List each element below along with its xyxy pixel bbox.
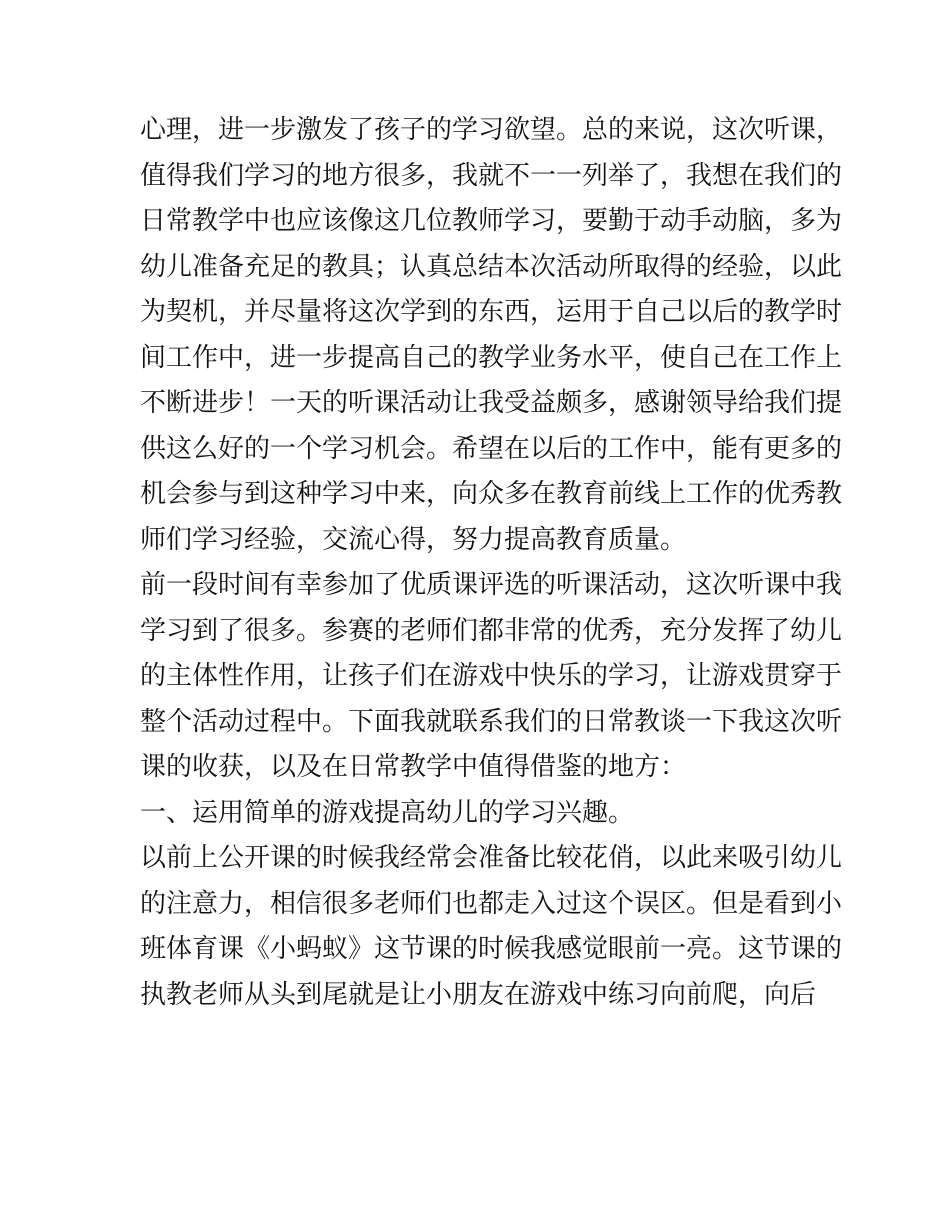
text-line: 幼儿准备充足的教具；认真总结本次活动所取得的经验，以此	[140, 251, 843, 282]
text-line: 心理，进一步激发了孩子的学习欲望。总的来说，这次听课，	[140, 115, 843, 145]
text-line: 执教老师从头到尾就是让小朋友在游戏中练习向前爬，向后	[140, 979, 817, 1010]
text-line: 课的收获，以及在日常教学中值得借鉴的地方：	[140, 752, 687, 782]
text-line: 师们学习经验，交流心得，努力提高教育质量。	[140, 524, 687, 555]
text-line: 为契机，并尽量将这次学到的东西，运用于自己以后的教学时	[140, 297, 843, 327]
text-line: 间工作中，进一步提高自己的教学业务水平，使自己在工作上	[140, 342, 843, 373]
text-line: 供这么好的一个学习机会。希望在以后的工作中，能有更多的	[140, 433, 843, 464]
text-line: 值得我们学习的地方很多，我就不一一列举了，我想在我们的	[140, 160, 843, 191]
text-line: 日常教学中也应该像这几位教师学习，要勤于动手动脑，多为	[140, 206, 843, 236]
section-heading: 一、运用简单的游戏提高幼儿的学习兴趣。	[140, 797, 635, 828]
text-line: 学习到了很多。参赛的老师们都非常的优秀，充分发挥了幼儿	[140, 615, 843, 646]
text-line: 整个活动过程中。下面我就联系我们的日常教谈一下我这次听	[140, 706, 843, 737]
text-line: 机会参与到这种学习中来，向众多在教育前线上工作的优秀教	[140, 479, 843, 509]
text-line: 的注意力，相信很多老师们也都走入过这个误区。但是看到小	[140, 888, 843, 919]
text-line: 不断进步！一天的听课活动让我受益颇多，感谢领导给我们提	[140, 388, 843, 418]
text-line: 班体育课《小蚂蚁》这节课的时候我感觉眼前一亮。这节课的	[140, 934, 843, 964]
body-text	[140, 108, 843, 1018]
text-line: 以前上公开课的时候我经常会准备比较花俏，以此来吸引幼儿	[140, 843, 843, 873]
text-line: 前一段时间有幸参加了优质课评选的听课活动，这次听课中我	[140, 570, 843, 600]
text-line: 的主体性作用，让孩子们在游戏中快乐的学习，让游戏贯穿于	[140, 661, 843, 691]
